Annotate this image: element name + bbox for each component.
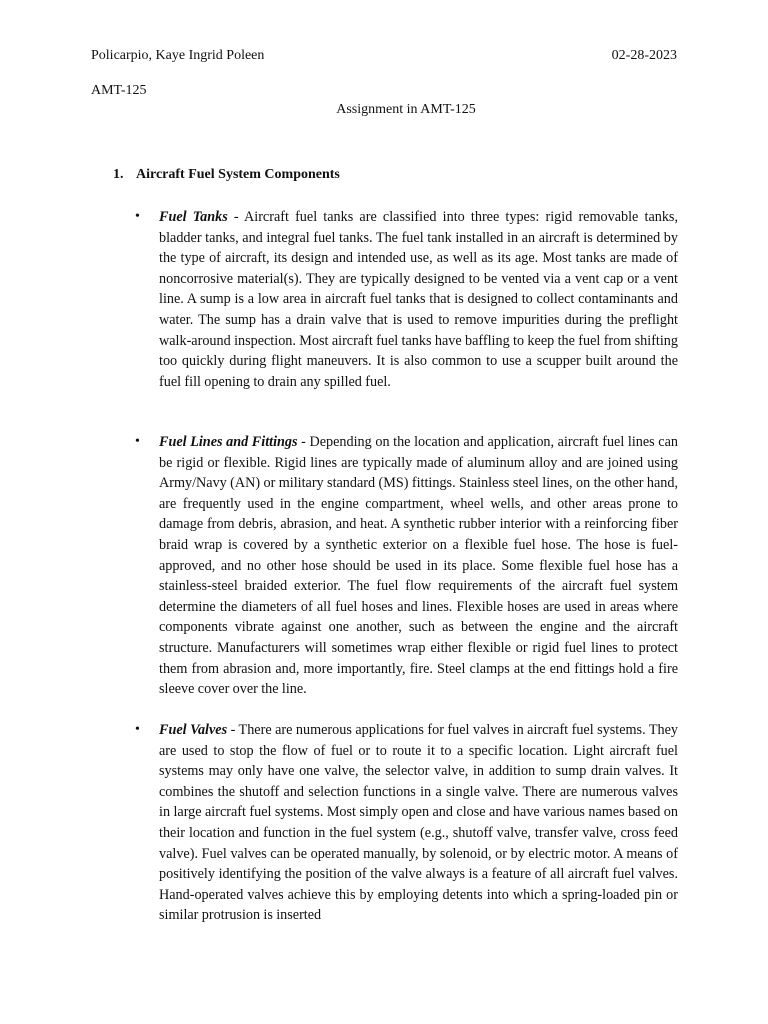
bullet-dot: • <box>135 209 140 224</box>
section-heading <box>113 166 340 184</box>
bullet-fuel-valves <box>135 720 678 926</box>
course-code: AMT-125 <box>91 83 147 98</box>
bullet-term: Fuel Tanks <box>159 209 228 225</box>
bullet-fuel-tanks <box>135 207 678 392</box>
bullet-text: - Depending on the location and application, aircraft fuel lines can be rigid or flexible. Rigid lines are typically made of aluminum alloy and are joined using Army/Navy (AN) or military standard (MS) fittings. Stainless steel lines, on the other hand, are frequently used in the engine compartment, wheel wells, and other areas prone to damage from debris, abrasion, and heat. A synthetic rubber interior with a reinforcing fiber braid wrap is covered by a synthetic exterior on a flexible fuel hose. The hose is fuel-approved, and no other hose should be used in its place. Some flexible fuel hose has a stainless-steel braided exterior. The fuel flow requirements of the aircraft fuel system determine the diameters of all fuel hoses and lines. Flexible hoses are used in areas where components vibrate against one another, such as between the engine and the aircraft structure. Manufacturers will sometimes wrap either flexible or rigid fuel lines to protect them from abrasion and, more importantly, fire. Steel clamps at the end fittings hold a fire sleeve cover over the line. <box>159 434 678 698</box>
author-name: Policarpio, Kaye Ingrid Poleen <box>91 48 265 63</box>
bullet-dot: • <box>135 434 140 449</box>
document-title: Assignment in AMT-125 <box>336 102 476 117</box>
section-number: 1. <box>113 167 124 182</box>
bullet-term: Fuel Lines and Fittings <box>159 434 298 450</box>
section-title: Aircraft Fuel System Components <box>136 167 340 182</box>
bullet-fuel-lines-and-fittings <box>135 432 678 700</box>
bullet-dot: • <box>135 722 140 737</box>
document-date: 02-28-2023 <box>611 48 677 63</box>
bullet-text: - Aircraft fuel tanks are classified into three types: rigid removable tanks, bladder tanks, and integral fuel tanks. The fuel tank installed in an aircraft is determined by the type of aircraft, its design and intended use, as well as its age. Most tanks are made of noncorrosive material(s). They are typically designed to be vented via a vent cap or a vent line. A sump is a low area in aircraft fuel tanks that is designed to collect contaminants and water. The sump has a drain valve that is used to remove impurities during the preflight walk-around inspection. Most aircraft fuel tanks have baffling to keep the fuel from shifting too quickly during flight maneuvers. It is also common to use a scupper built around the fuel fill opening to drain any spilled fuel. <box>159 209 678 390</box>
bullet-text: - There are numerous applications for fuel valves in aircraft fuel systems. They are used to stop the flow of fuel or to route it to a specific location. Light aircraft fuel systems may only have one valve, the selector valve, in addition to sump drain valves. It combines the shutoff and selection functions in a single valve. There are numerous valves in large aircraft fuel systems. Most simply open and close and have various names based on their location and function in the fuel system (e.g., shutoff valve, transfer valve, cross feed valve). Fuel valves can be operated manually, by solenoid, or by electric motor. A means of positively identifying the position of the valve always is a feature of all aircraft fuel valves. Hand-operated valves achieve this by employing detents into which a spring-loaded pin or similar protrusion is inserted <box>159 722 678 924</box>
bullet-term: Fuel Valves <box>159 722 228 738</box>
